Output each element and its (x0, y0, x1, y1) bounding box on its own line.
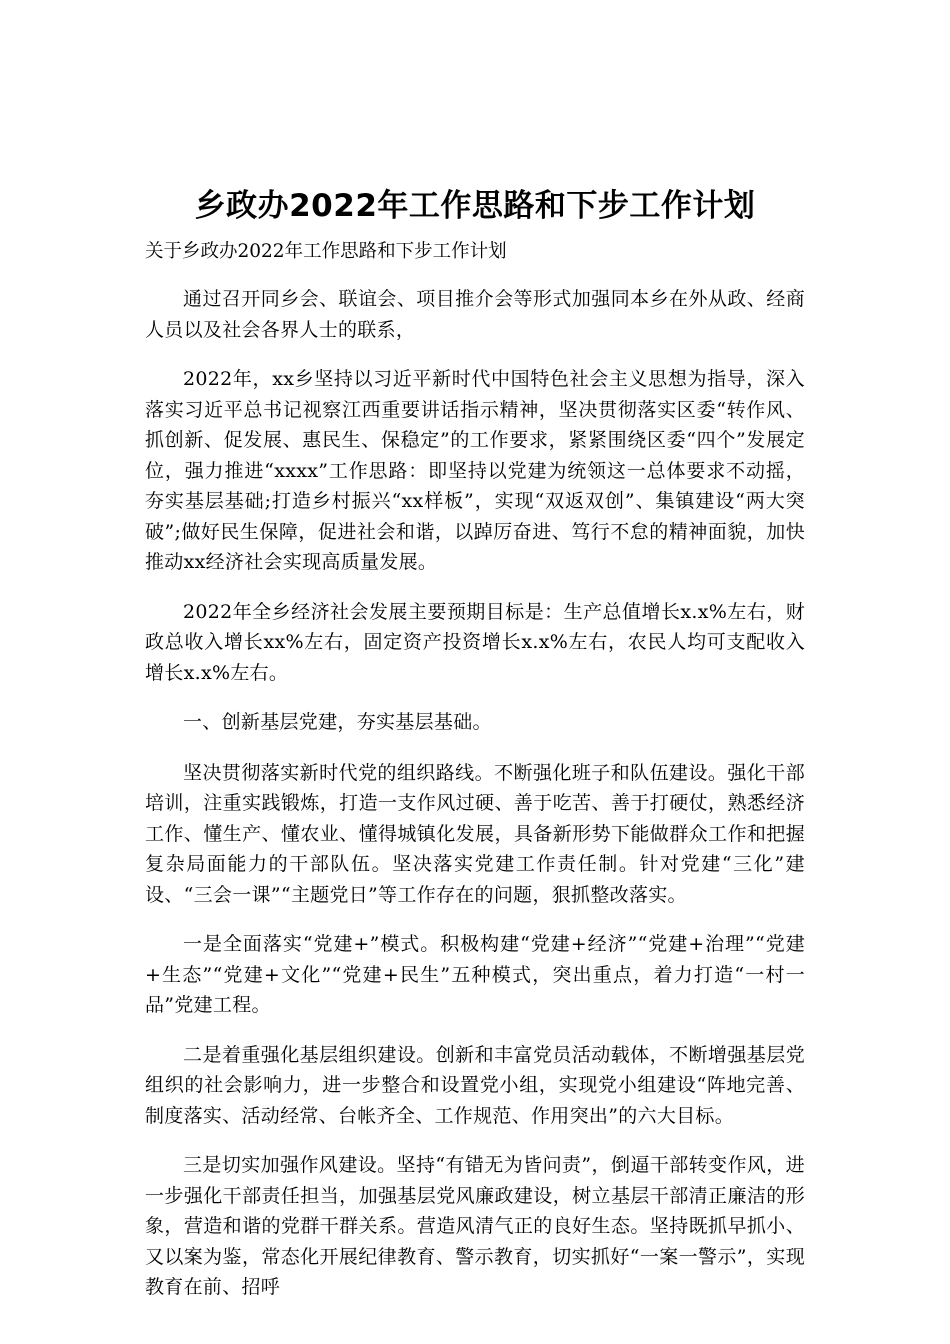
paragraph-party-plus: 一是全面落实“党建+”模式。积极构建“党建+经济”“党建+治理”“党建+生态”“党建+文化”“党建+民生”五种模式，突出重点，着力打造“一村一品”党建工程。 (145, 933, 805, 1016)
section-heading-1: 一、创新基层党建，夯实基层基础。 (183, 711, 492, 733)
paragraph-targets: 2022年全乡经济社会发展主要预期目标是：生产总值增长x.x%左右，财政总收入增长xx%左右，固定资产投资增长x.x%左右，农民人均可支配收入增长x.x%左右。 (145, 600, 805, 684)
paragraph-overview: 2022年，xx乡坚持以习近平新时代中国特色社会主义思想为指导，深入落实习近平总书记视察江西重要讲话指示精神，坚决贯彻落实区委“转作风、抓创新、促发展、惠民生、保稳定”的工作要求，紧紧围绕区委“四个”发展定位，强力推进“xxxx”工作思路：即坚持以党建为统领这一总体要求不动摇，夯实基层基础;打造乡村振兴“xx样板”，实现“双返双创”、集镇建设“两大突破”;做好民生保障，促进社会和谐，以踔厉奋进、笃行不怠的精神面貌，加快推动xx经济社会实现高质量发展。 (145, 368, 805, 573)
paragraph-work-style: 三是切实加强作风建设。坚持“有错无为皆问责”，倒逼干部转变作风，进一步强化干部责任担当，加强基层党风廉政建设，树立基层干部清正廉洁的形象，营造和谐的党群干群关系。营造风清气正的良好生态。坚持既抓早抓小、又以案为鉴，常态化开展纪律教育、警示教育，切实抓好“一案一警示”，实现教育在前、招呼 (145, 1154, 805, 1298)
document-subtitle: 关于乡政办2022年工作思路和下步工作计划 (145, 241, 507, 262)
document-page (145, 178, 805, 1322)
document-title: 乡政办2022年工作思路和下步工作计划 (194, 188, 756, 224)
paragraph-organization-line: 坚决贯彻落实新时代党的组织路线。不断强化班子和队伍建设。强化干部培训，注重实践锻炼，打造一支作风过硬、善于吃苦、善于打硬仗，熟悉经济工作、懂生产、懂农业、懂得城镇化发展，具备新形势下能做群众工作和把握复杂局面能力的干部队伍。坚决落实党建工作责任制。针对党建“三化”建设、“三会一课”“主题党日”等工作存在的问题，狠抓整改落实。 (145, 761, 805, 906)
paragraph-contact: 通过召开同乡会、联谊会、项目推介会等形式加强同本乡在外从政、经商人员以及社会各界人士的联系， (145, 288, 805, 341)
paragraph-grassroots-organization: 二是着重强化基层组织建设。创新和丰富党员活动载体，不断增强基层党组织的社会影响力，进一步整合和设置党小组，实现党小组建设“阵地完善、制度落实、活动经常、台帐齐全、工作规范、作用突出”的六大目标。 (145, 1043, 805, 1127)
